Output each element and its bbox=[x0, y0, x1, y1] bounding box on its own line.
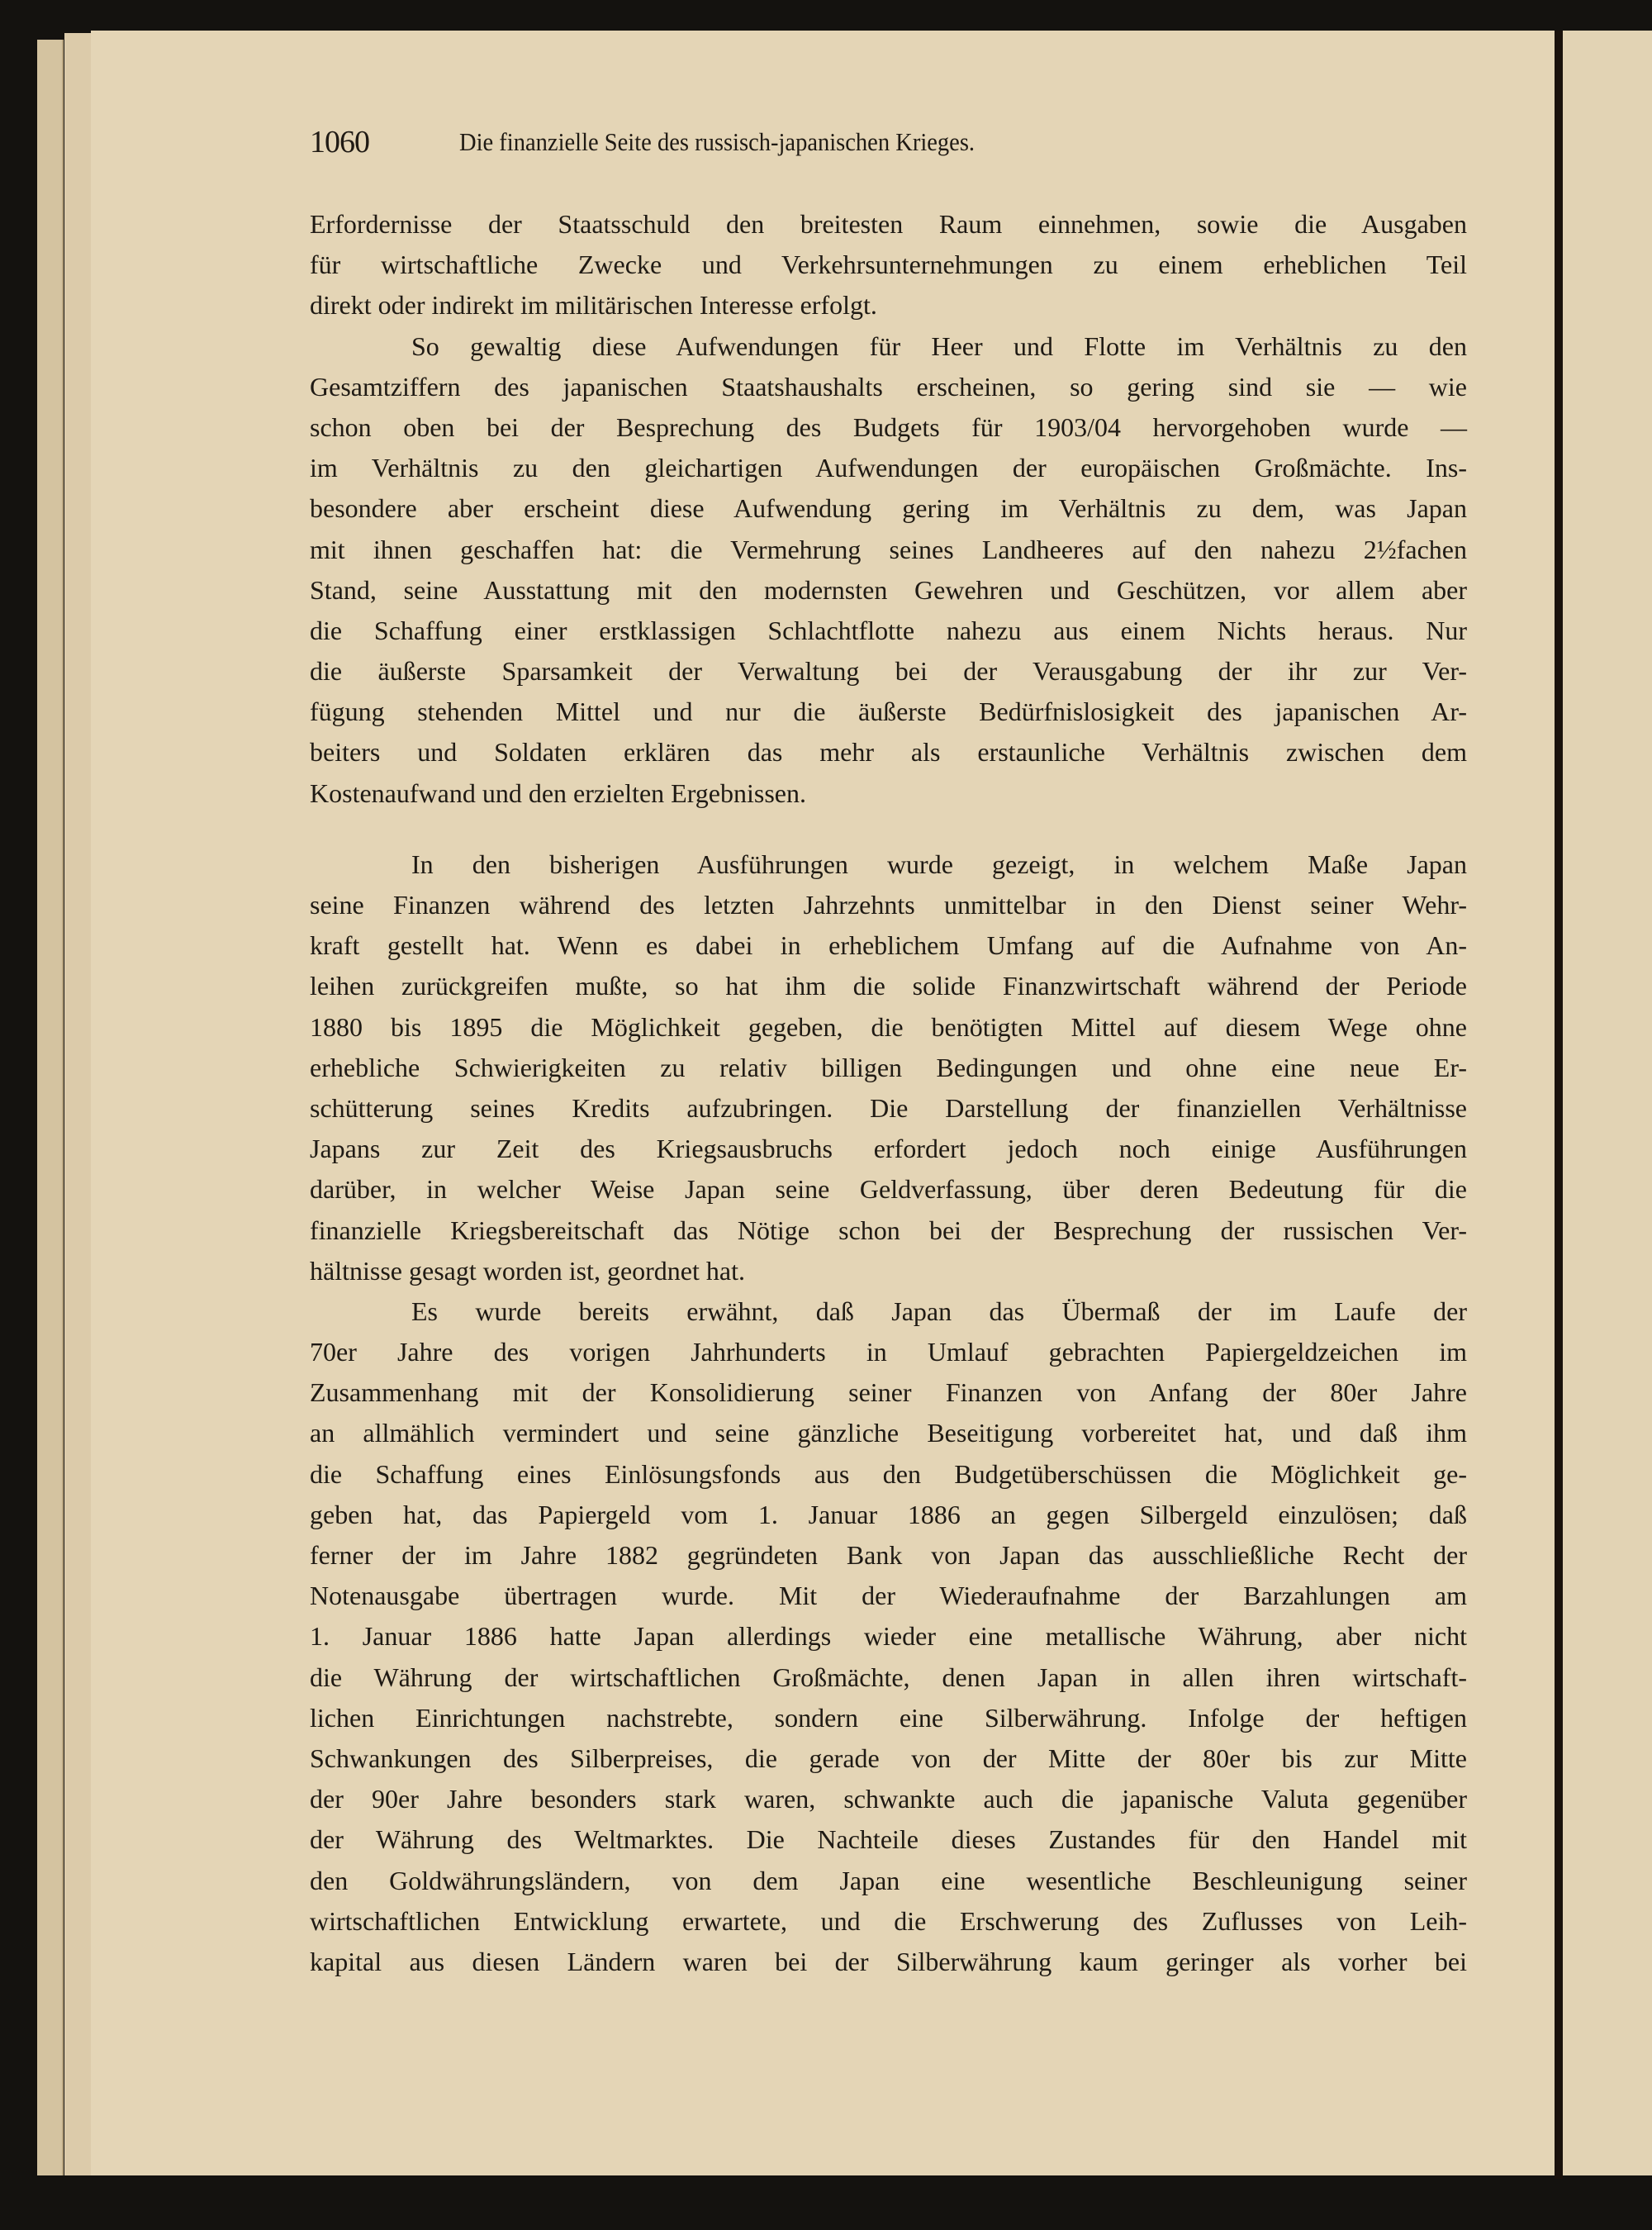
running-title: Die finanzielle Seite des russisch-japanischen Krieges. bbox=[459, 127, 976, 156]
paragraph bbox=[310, 844, 1467, 1291]
text-line: die Währung der wirtschaftlichen Großmächte, denen Japan in allen ihren wirtschaft- bbox=[310, 1662, 1467, 1692]
text-line: geben hat, das Papiergeld vom 1. Januar 1886 an gegen Silbergeld einzulösen; daß bbox=[310, 1499, 1467, 1529]
text-line: 1880 bis 1895 die Möglichkeit gegeben, die benötigten Mittel auf diesem Wege ohne bbox=[310, 1011, 1467, 1042]
text-line: Schwankungen des Silberpreises, die gerade von der Mitte der 80er bis zur Mitte bbox=[310, 1743, 1467, 1773]
page-number: 1060 bbox=[310, 125, 369, 159]
text-line: So gewaltig diese Aufwendungen für Heer und Flotte im Verhältnis zu den bbox=[411, 330, 1467, 361]
text-line: Stand, seine Ausstattung mit den modernsten Gewehren und Geschützen, vor allem aber bbox=[310, 574, 1467, 605]
text-line: im Verhältnis zu den gleichartigen Aufwendungen der europäischen Großmächte. Ins- bbox=[310, 453, 1467, 483]
text-line: schon oben bei der Besprechung des Budgets für 1903/04 hervorgehoben wurde — bbox=[310, 411, 1467, 442]
text-line: wirtschaftlichen Entwicklung erwartete, und die Erschwerung des Zuflusses von Leih- bbox=[310, 1905, 1467, 1936]
text-line: der 90er Jahre besonders stark waren, schwankte auch die japanische Valuta gegenüber bbox=[310, 1784, 1467, 1814]
text-line: Japans zur Zeit des Kriegsausbruchs erfordert jedoch noch einige Ausführungen bbox=[310, 1134, 1467, 1164]
text-line: kraft gestellt hat. Wenn es dabei in erheblichem Umfang auf die Aufnahme von An- bbox=[310, 930, 1467, 961]
running-header bbox=[310, 124, 1467, 167]
paragraph bbox=[310, 204, 1467, 326]
body-text bbox=[310, 204, 1467, 1982]
text-line: Zusammenhang mit der Konsolidierung seiner Finanzen von Anfang der 80er Jahre bbox=[310, 1377, 1467, 1408]
paragraph bbox=[310, 326, 1467, 814]
paragraph bbox=[310, 1291, 1467, 1982]
text-line: den Goldwährungsländern, von dem Japan eine wesentliche Beschleunigung seiner bbox=[310, 1865, 1467, 1895]
text-line: In den bisherigen Ausführungen wurde gezeigt, in welchem Maße Japan bbox=[411, 849, 1467, 879]
text-line: an allmählich vermindert und seine gänzliche Beseitigung vorbereitet hat, und daß ihm bbox=[310, 1418, 1467, 1448]
text-line: erhebliche Schwierigkeiten zu relativ billigen Bedingungen und ohne eine neue Er- bbox=[310, 1052, 1467, 1082]
text-line: die äußerste Sparsamkeit der Verwaltung bei der Verausgabung der ihr zur Ver- bbox=[310, 656, 1467, 687]
text-line: hältnisse gesagt worden ist, geordnet hat. bbox=[310, 1255, 745, 1286]
text-line: mit ihnen geschaffen hat: die Vermehrung seines Landheeres auf den nahezu 2½fachen bbox=[310, 534, 1467, 564]
text-line: Gesamtziffern des japanischen Staatshaushalts erscheinen, so gering sind sie — wie bbox=[310, 371, 1467, 402]
text-line: für wirtschaftliche Zwecke und Verkehrsunternehmungen zu einem erheblichen Teil bbox=[310, 250, 1467, 280]
page-stack-edge bbox=[64, 33, 93, 2175]
text-line: die Schaffung eines Einlösungsfonds aus den Budgetüberschüssen die Möglichkeit ge- bbox=[310, 1458, 1467, 1489]
text-line: die Schaffung einer erstklassigen Schlachtflotte nahezu aus einem Nichts heraus. Nur bbox=[310, 615, 1467, 645]
text-line: beiters und Soldaten erklären das mehr als erstaunliche Verhältnis zwischen dem bbox=[310, 737, 1467, 768]
text-line: Kostenaufwand und den erzielten Ergebnissen. bbox=[310, 777, 806, 808]
text-line: 1. Januar 1886 hatte Japan allerdings wieder eine metallische Währung, aber nicht bbox=[310, 1621, 1467, 1652]
text-line: Es wurde bereits erwähnt, daß Japan das Übermaß der im Laufe der bbox=[411, 1296, 1467, 1326]
text-line: kapital aus diesen Ländern waren bei der Silberwährung kaum geringer als vorher bei bbox=[310, 1946, 1467, 1976]
facing-page-edge bbox=[1563, 31, 1652, 2175]
book-gutter bbox=[1555, 31, 1563, 2179]
text-line: besondere aber erscheint diese Aufwendung gering im Verhältnis zu dem, was Japan bbox=[310, 493, 1467, 524]
text-line: der Währung des Weltmarktes. Die Nachteile dieses Zustandes für den Handel mit bbox=[310, 1824, 1467, 1855]
text-line: darüber, in welcher Weise Japan seine Geldverfassung, über deren Bedeutung für die bbox=[310, 1174, 1467, 1205]
text-line: 70er Jahre des vorigen Jahrhunderts in Umlauf gebrachten Papiergeldzeichen im bbox=[310, 1337, 1467, 1367]
text-line: lichen Einrichtungen nachstrebte, sondern eine Silberwährung. Infolge der heftigen bbox=[310, 1702, 1467, 1733]
text-line: Notenausgabe übertragen wurde. Mit der Wiederaufnahme der Barzahlungen am bbox=[310, 1581, 1467, 1611]
text-line: schütterung seines Kredits aufzubringen. Die Darstellung der finanziellen Verhältnisse bbox=[310, 1092, 1467, 1123]
text-line: direkt oder indirekt im militärischen Interesse erfolgt. bbox=[310, 290, 877, 321]
text-line: seine Finanzen während des letzten Jahrzehnts unmittelbar in den Dienst seiner Wehr- bbox=[310, 890, 1467, 920]
text-line: fügung stehenden Mittel und nur die äußerste Bedürfnislosigkeit des japanischen Ar- bbox=[310, 697, 1467, 727]
text-line: finanzielle Kriegsbereitschaft das Nötige schon bei der Besprechung der russischen Ver- bbox=[310, 1215, 1467, 1245]
page-stack-edge bbox=[37, 40, 64, 2175]
text-line: ferner der im Jahre 1882 gegründeten Bank von Japan das ausschließliche Recht der bbox=[310, 1540, 1467, 1570]
text-line: leihen zurückgreifen mußte, so hat ihm die solide Finanzwirtschaft während der Periode bbox=[310, 971, 1467, 1001]
text-line: Erfordernisse der Staatsschuld den breitesten Raum einnehmen, sowie die Ausgaben bbox=[310, 209, 1467, 239]
